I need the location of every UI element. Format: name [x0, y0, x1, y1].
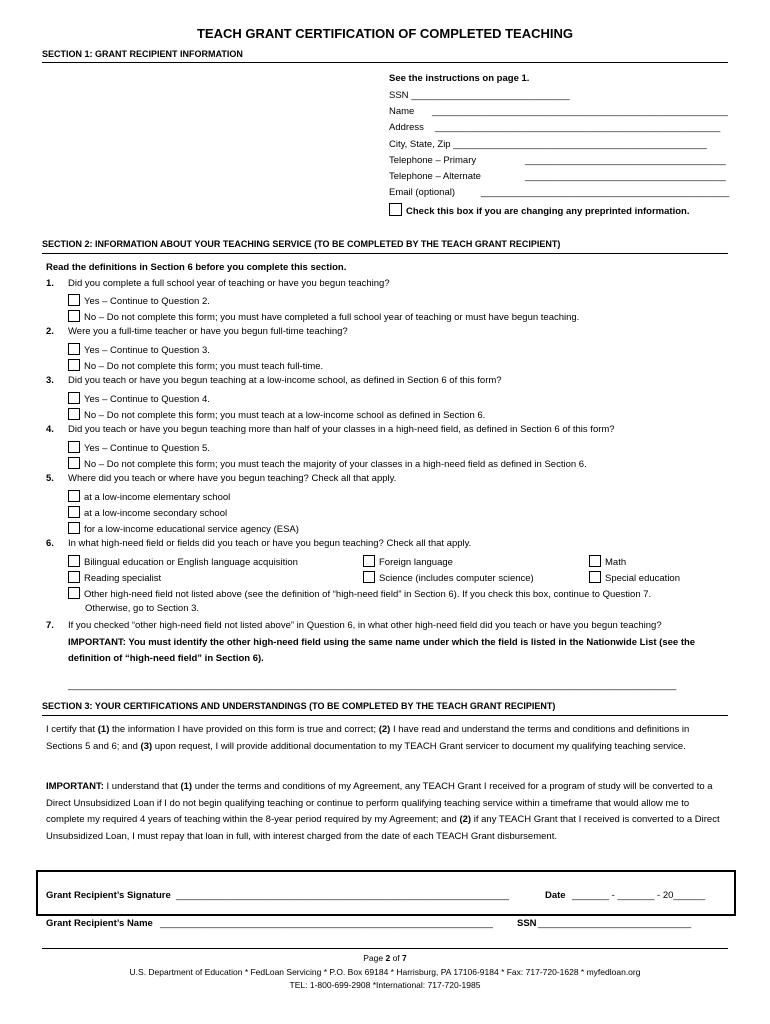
- telephone-primary-line: ______________________________________: [525, 155, 726, 166]
- email-field[interactable]: Email (optional): [389, 187, 455, 198]
- q6-bilingual-option[interactable]: Bilingual education or English language acquisition: [68, 555, 298, 568]
- checkbox[interactable]: [68, 587, 80, 599]
- date-field[interactable]: _______ - _______ - 20______: [572, 890, 706, 901]
- section1-heading: SECTION 1: GRANT RECIPIENT INFORMATION: [42, 49, 243, 59]
- footer-address: U.S. Department of Education * FedLoan Servicing * P.O. Box 69184 * Harrisburg, PA 17106-9184 * Fax: 717-720-1628 * myfedloan.org: [129, 967, 641, 977]
- telephone-alternate-line: ______________________________________: [525, 171, 726, 182]
- checkbox[interactable]: [363, 571, 375, 583]
- q5-esa-option[interactable]: for a low-income educational service agency (ESA): [68, 522, 299, 535]
- q4-yes-option[interactable]: Yes – Continue to Question 5.: [68, 441, 210, 454]
- section2-intro: Read the definitions in Section 6 before you complete this section.: [46, 262, 347, 273]
- question-number: 1.: [46, 278, 54, 289]
- ssn-label: SSN: [517, 918, 537, 929]
- signature-label: Grant Recipient’s Signature: [46, 890, 171, 901]
- question-number: 2.: [46, 326, 54, 337]
- checkbox[interactable]: [363, 555, 375, 567]
- city-state-zip-field[interactable]: City, State, Zip ________________________________________________: [389, 139, 707, 150]
- page-title: TEACH GRANT CERTIFICATION OF COMPLETED TEACHING: [196, 26, 574, 41]
- instructions-note: See the instructions on page 1.: [389, 73, 530, 84]
- checkbox[interactable]: [68, 457, 80, 469]
- question-7-text: If you checked “other high-need field not listed above” in Question 6, in what other high-need field did you teach or have you begun teaching?: [68, 620, 662, 631]
- checkbox[interactable]: [589, 571, 601, 583]
- section2-heading: SECTION 2: INFORMATION ABOUT YOUR TEACHING SERVICE (TO BE COMPLETED BY THE TEACH GRANT RECIPIENT): [42, 239, 561, 249]
- question-number: 3.: [46, 375, 54, 386]
- checkbox[interactable]: [68, 490, 80, 502]
- question-1-text: Did you complete a full school year of teaching or have you begun teaching?: [68, 278, 390, 289]
- checkbox[interactable]: [68, 310, 80, 322]
- q6-math-option[interactable]: Math: [589, 555, 626, 568]
- question-number: 4.: [46, 424, 54, 435]
- name-field[interactable]: Name: [389, 106, 415, 117]
- checkbox[interactable]: [68, 522, 80, 534]
- footer-phone: TEL: 1-800-699-2908 *International: 717-720-1985: [289, 980, 481, 990]
- q6-reading-option[interactable]: Reading specialist: [68, 571, 161, 584]
- question-number: 6.: [46, 538, 54, 549]
- page-number: Page 2 of 7: [363, 953, 407, 963]
- q5-elementary-option[interactable]: at a low-income elementary school: [68, 490, 230, 503]
- signature-line[interactable]: _______________________________________________________________: [176, 890, 509, 901]
- checkbox[interactable]: [389, 203, 402, 216]
- q6-special-ed-option[interactable]: Special education: [589, 571, 680, 584]
- checkbox[interactable]: [68, 392, 80, 404]
- ssn-line[interactable]: _____________________________: [538, 918, 692, 929]
- checkbox[interactable]: [68, 571, 80, 583]
- recipient-name-label: Grant Recipient’s Name: [46, 918, 153, 929]
- email-line: _______________________________________________: [481, 187, 730, 198]
- question-4-text: Did you teach or have you begun teaching more than half of your classes in a high-need field, as defined in Section 6 of this form?: [68, 424, 615, 435]
- footer-divider: [42, 948, 728, 949]
- q1-no-option[interactable]: No – Do not complete this form; you must have completed a full school year of teaching or must have begun teaching.: [68, 310, 579, 323]
- checkbox[interactable]: [68, 441, 80, 453]
- divider: [42, 62, 728, 63]
- q3-no-option[interactable]: No – Do not complete this form; you must teach at a low-income school as defined in Section 6.: [68, 408, 485, 421]
- recipient-name-line[interactable]: _______________________________________________________________: [160, 918, 493, 929]
- question-5-text: Where did you teach or where have you begun teaching? Check all that apply.: [68, 473, 397, 484]
- checkbox[interactable]: [68, 408, 80, 420]
- important-text: IMPORTANT: I understand that (1) under the terms and conditions of my Agreement, any TEACH Grant I received for a program of study will be converted to a Direct Unsubsidized Loan if I do not begin qualifying teaching or continue to perform qualifying teaching service within a timeframe that would allow me to complete my required 4 years of teaching within the 8-year period required by my Agreement; and (2) if any TEACH Grant that I received is converted to a Direct Unsubsidized Loan, I must repay that loan in full, with interest charged from the date of each TEACH Grant disbursement.: [46, 781, 720, 842]
- date-label: Date: [545, 890, 566, 901]
- q7-important-note-cont: definition of “high-need field” in Section 6).: [68, 653, 264, 664]
- divider: [42, 253, 728, 254]
- q7-important-note: IMPORTANT: You must identify the other high-need field using the same name under which the field is listed in the Nationwide List (see the: [68, 637, 696, 648]
- question-number: 7.: [46, 620, 54, 631]
- q3-yes-option[interactable]: Yes – Continue to Question 4.: [68, 392, 210, 405]
- checkbox[interactable]: [68, 555, 80, 567]
- q6-foreign-language-option[interactable]: Foreign language: [363, 555, 453, 568]
- certification-text: I certify that (1) the information I have provided on this form is true and correct; (2) I have read and understand the terms and conditions and definitions in Sections 5 and 6; and (3) upon request, I will provide additional documentation to my TEACH Grant servicer to document my qualifying teaching service.: [46, 724, 690, 752]
- q6-other-continuation: Otherwise, go to Section 3.: [85, 603, 200, 614]
- checkbox[interactable]: [68, 343, 80, 355]
- q1-yes-option[interactable]: Yes – Continue to Question 2.: [68, 294, 210, 307]
- q6-other-option[interactable]: Other high-need field not listed above (see the definition of “high-need field” in Section 6). If you check this box, continue to Question 7.: [68, 587, 651, 600]
- question-6-text: In what high-need field or fields did you teach or have you begun teaching? Check all that apply.: [68, 538, 472, 549]
- q7-answer-line[interactable]: __________________________________________________________________________________________________________________________: [68, 680, 676, 691]
- ssn-field[interactable]: SSN ______________________________: [389, 90, 570, 101]
- name-line: ________________________________________________________: [432, 106, 728, 117]
- q2-yes-option[interactable]: Yes – Continue to Question 3.: [68, 343, 210, 356]
- checkbox[interactable]: [68, 294, 80, 306]
- address-line: ______________________________________________________: [435, 122, 721, 133]
- q4-no-option[interactable]: No – Do not complete this form; you must teach the majority of your classes in a high-need field as defined in Section 6.: [68, 457, 587, 470]
- q2-no-option[interactable]: No – Do not complete this form; you must teach full-time.: [68, 359, 323, 372]
- question-2-text: Were you a full-time teacher or have you begun full-time teaching?: [68, 326, 348, 337]
- question-number: 5.: [46, 473, 54, 484]
- checkbox[interactable]: [68, 506, 80, 518]
- divider: [42, 715, 728, 716]
- q6-science-option[interactable]: Science (includes computer science): [363, 571, 534, 584]
- telephone-alternate-field[interactable]: Telephone – Alternate: [389, 171, 481, 182]
- telephone-primary-field[interactable]: Telephone – Primary: [389, 155, 477, 166]
- checkbox[interactable]: [68, 359, 80, 371]
- change-info-checkbox[interactable]: Check this box if you are changing any preprinted information.: [389, 203, 689, 217]
- section3-heading: SECTION 3: YOUR CERTIFICATIONS AND UNDERSTANDINGS (TO BE COMPLETED BY THE TEACH GRANT RECIPIENT): [42, 701, 556, 711]
- question-3-text: Did you teach or have you begun teaching at a low-income school, as defined in Section 6 of this form?: [68, 375, 502, 386]
- q5-secondary-option[interactable]: at a low-income secondary school: [68, 506, 227, 519]
- checkbox[interactable]: [589, 555, 601, 567]
- address-field[interactable]: Address: [389, 122, 424, 133]
